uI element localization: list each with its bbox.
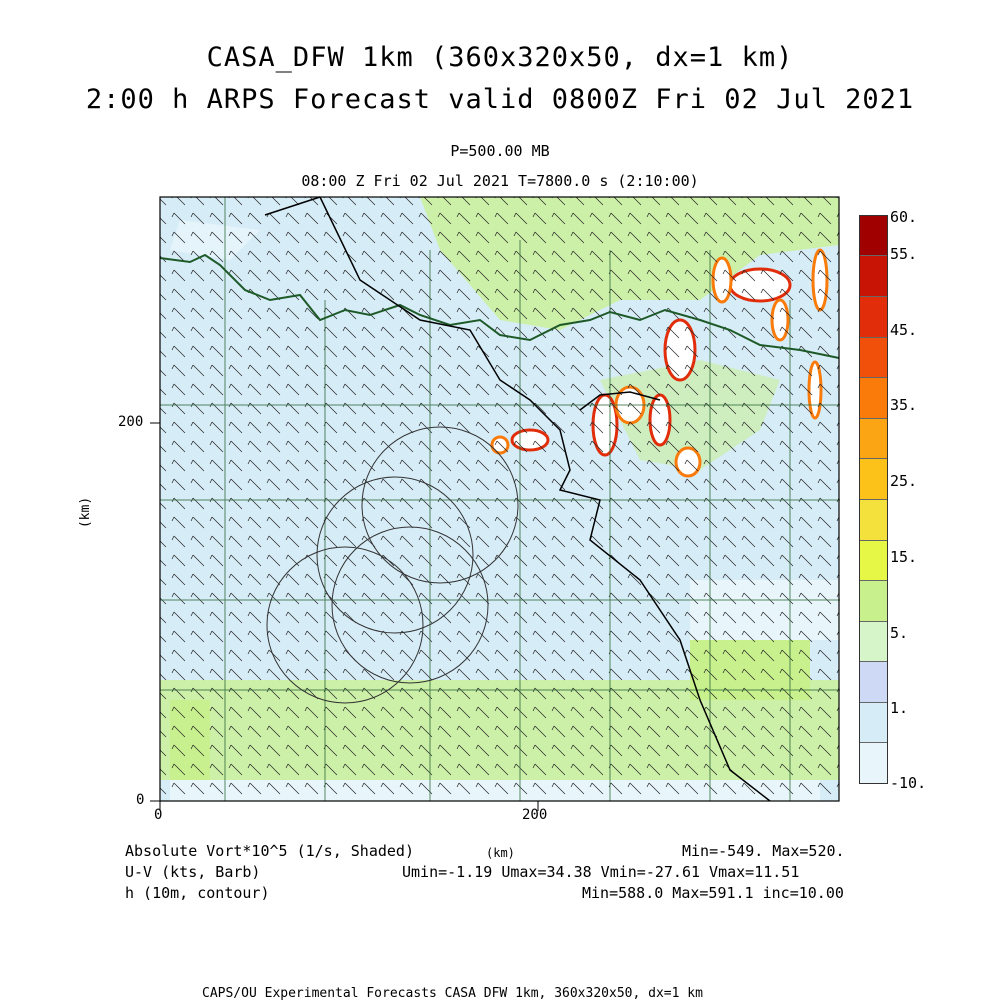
y-axis-label: (km) bbox=[78, 496, 94, 529]
colorbar-label-neg10: -10. bbox=[890, 774, 927, 792]
legend-wind: U-V (kts, Barb) bbox=[125, 863, 261, 881]
colorbar-label-5: 5. bbox=[890, 624, 909, 642]
credit-line: CAPS/OU Experimental Forecasts CASA DFW 1km, 360x320x50, dx=1 km bbox=[202, 986, 703, 1001]
y-tick-200: 200 bbox=[118, 414, 144, 430]
legend-height: h (10m, contour) bbox=[125, 884, 270, 902]
x-tick-200: 200 bbox=[522, 807, 548, 823]
x-axis-label: (km) bbox=[486, 846, 515, 860]
legend-wind-range: Umin=-1.19 Umax=34.38 Vmin=-27.61 Vmax=11.51 bbox=[402, 863, 800, 881]
colorbar-label-35: 35. bbox=[890, 396, 918, 414]
colorbar bbox=[859, 215, 888, 784]
colorbar-label-1: 1. bbox=[890, 699, 909, 717]
legend-height-range: Min=588.0 Max=591.1 inc=10.00 bbox=[582, 884, 844, 902]
pressure-level: P=500.00 MB bbox=[450, 142, 550, 160]
y-tick-0: 0 bbox=[136, 792, 145, 808]
legend-vorticity-range: Min=-549. Max=520. bbox=[682, 842, 845, 860]
forecast-title: 2:00 h ARPS Forecast valid 0800Z Fri 02 Jul 2021 bbox=[85, 84, 915, 115]
main-title: CASA_DFW 1km (360x320x50, dx=1 km) bbox=[206, 42, 794, 73]
colorbar-label-15: 15. bbox=[890, 548, 918, 566]
colorbar-label-45: 45. bbox=[890, 321, 918, 339]
colorbar-label-25: 25. bbox=[890, 472, 918, 490]
legend-vorticity: Absolute Vort*10^5 (1/s, Shaded) bbox=[125, 842, 414, 860]
wind-barbs bbox=[160, 197, 839, 801]
colorbar-label-55: 55. bbox=[890, 245, 918, 263]
colorbar-label-60: 60. bbox=[890, 208, 918, 226]
valid-time: 08:00 Z Fri 02 Jul 2021 T=7800.0 s (2:10:00) bbox=[301, 172, 699, 190]
x-tick-0: 0 bbox=[154, 807, 163, 823]
